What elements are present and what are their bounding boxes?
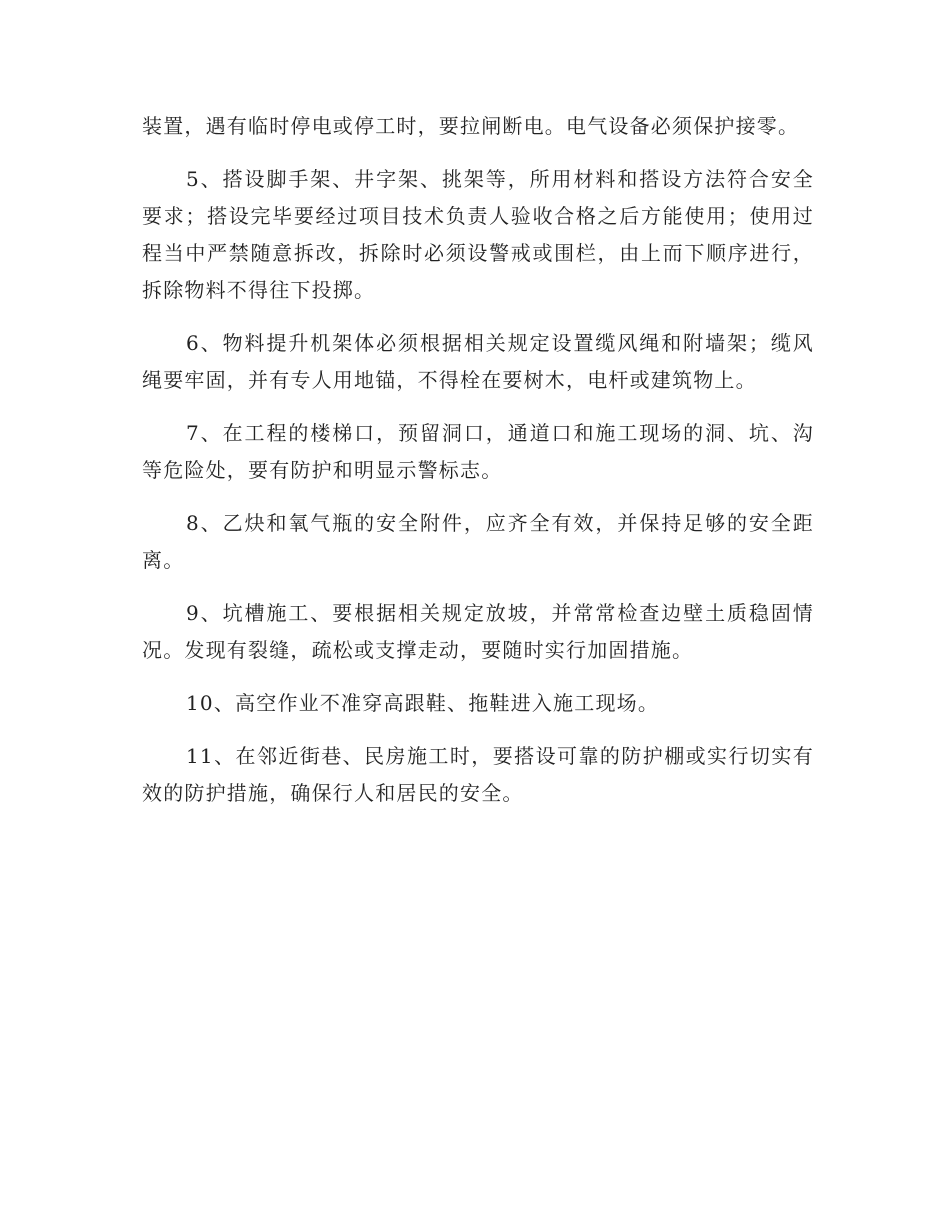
document-body bbox=[142, 108, 814, 828]
paragraph-item-11: 11、在邻近街巷、民房施工时，要搭设可靠的防护棚或实行切实有效的防护措施，确保行人和居民的安全。 bbox=[142, 744, 814, 805]
paragraph-item-6: 6、物料提升机架体必须根据相关规定设置缆风绳和附墙架；缆风绳要牢固，并有专人用地锚，不得栓在要树木，电杆或建筑物上。 bbox=[142, 331, 814, 392]
paragraph-item-5: 5、搭设脚手架、井字架、挑架等，所用材料和搭设方法符合安全要求；搭设完毕要经过项目技术负责人验收合格之后方能使用；使用过程当中严禁随意拆改，拆除时必须设警戒或围栏，由上而下顺序进行，拆除物料不得往下投掷。 bbox=[142, 167, 814, 302]
paragraph-item-8: 8、乙炔和氧气瓶的安全附件，应齐全有效，并保持足够的安全距离。 bbox=[142, 511, 814, 572]
paragraph-item-9: 9、坑槽施工、要根据相关规定放坡，并常常检查边壁土质稳固情况。发现有裂缝，疏松或支撑走动，要随时实行加固措施。 bbox=[142, 601, 814, 662]
paragraph-item-7: 7、在工程的楼梯口，预留洞口，通道口和施工现场的洞、坑、沟等危险处，要有防护和明显示警标志。 bbox=[142, 421, 814, 482]
paragraph-item-10: 10、高空作业不准穿高跟鞋、拖鞋进入施工现场。 bbox=[186, 691, 660, 715]
paragraph-continuation: 装置，遇有临时停电或停工时，要拉闸断电。电气设备必须保护接零。 bbox=[142, 114, 800, 138]
